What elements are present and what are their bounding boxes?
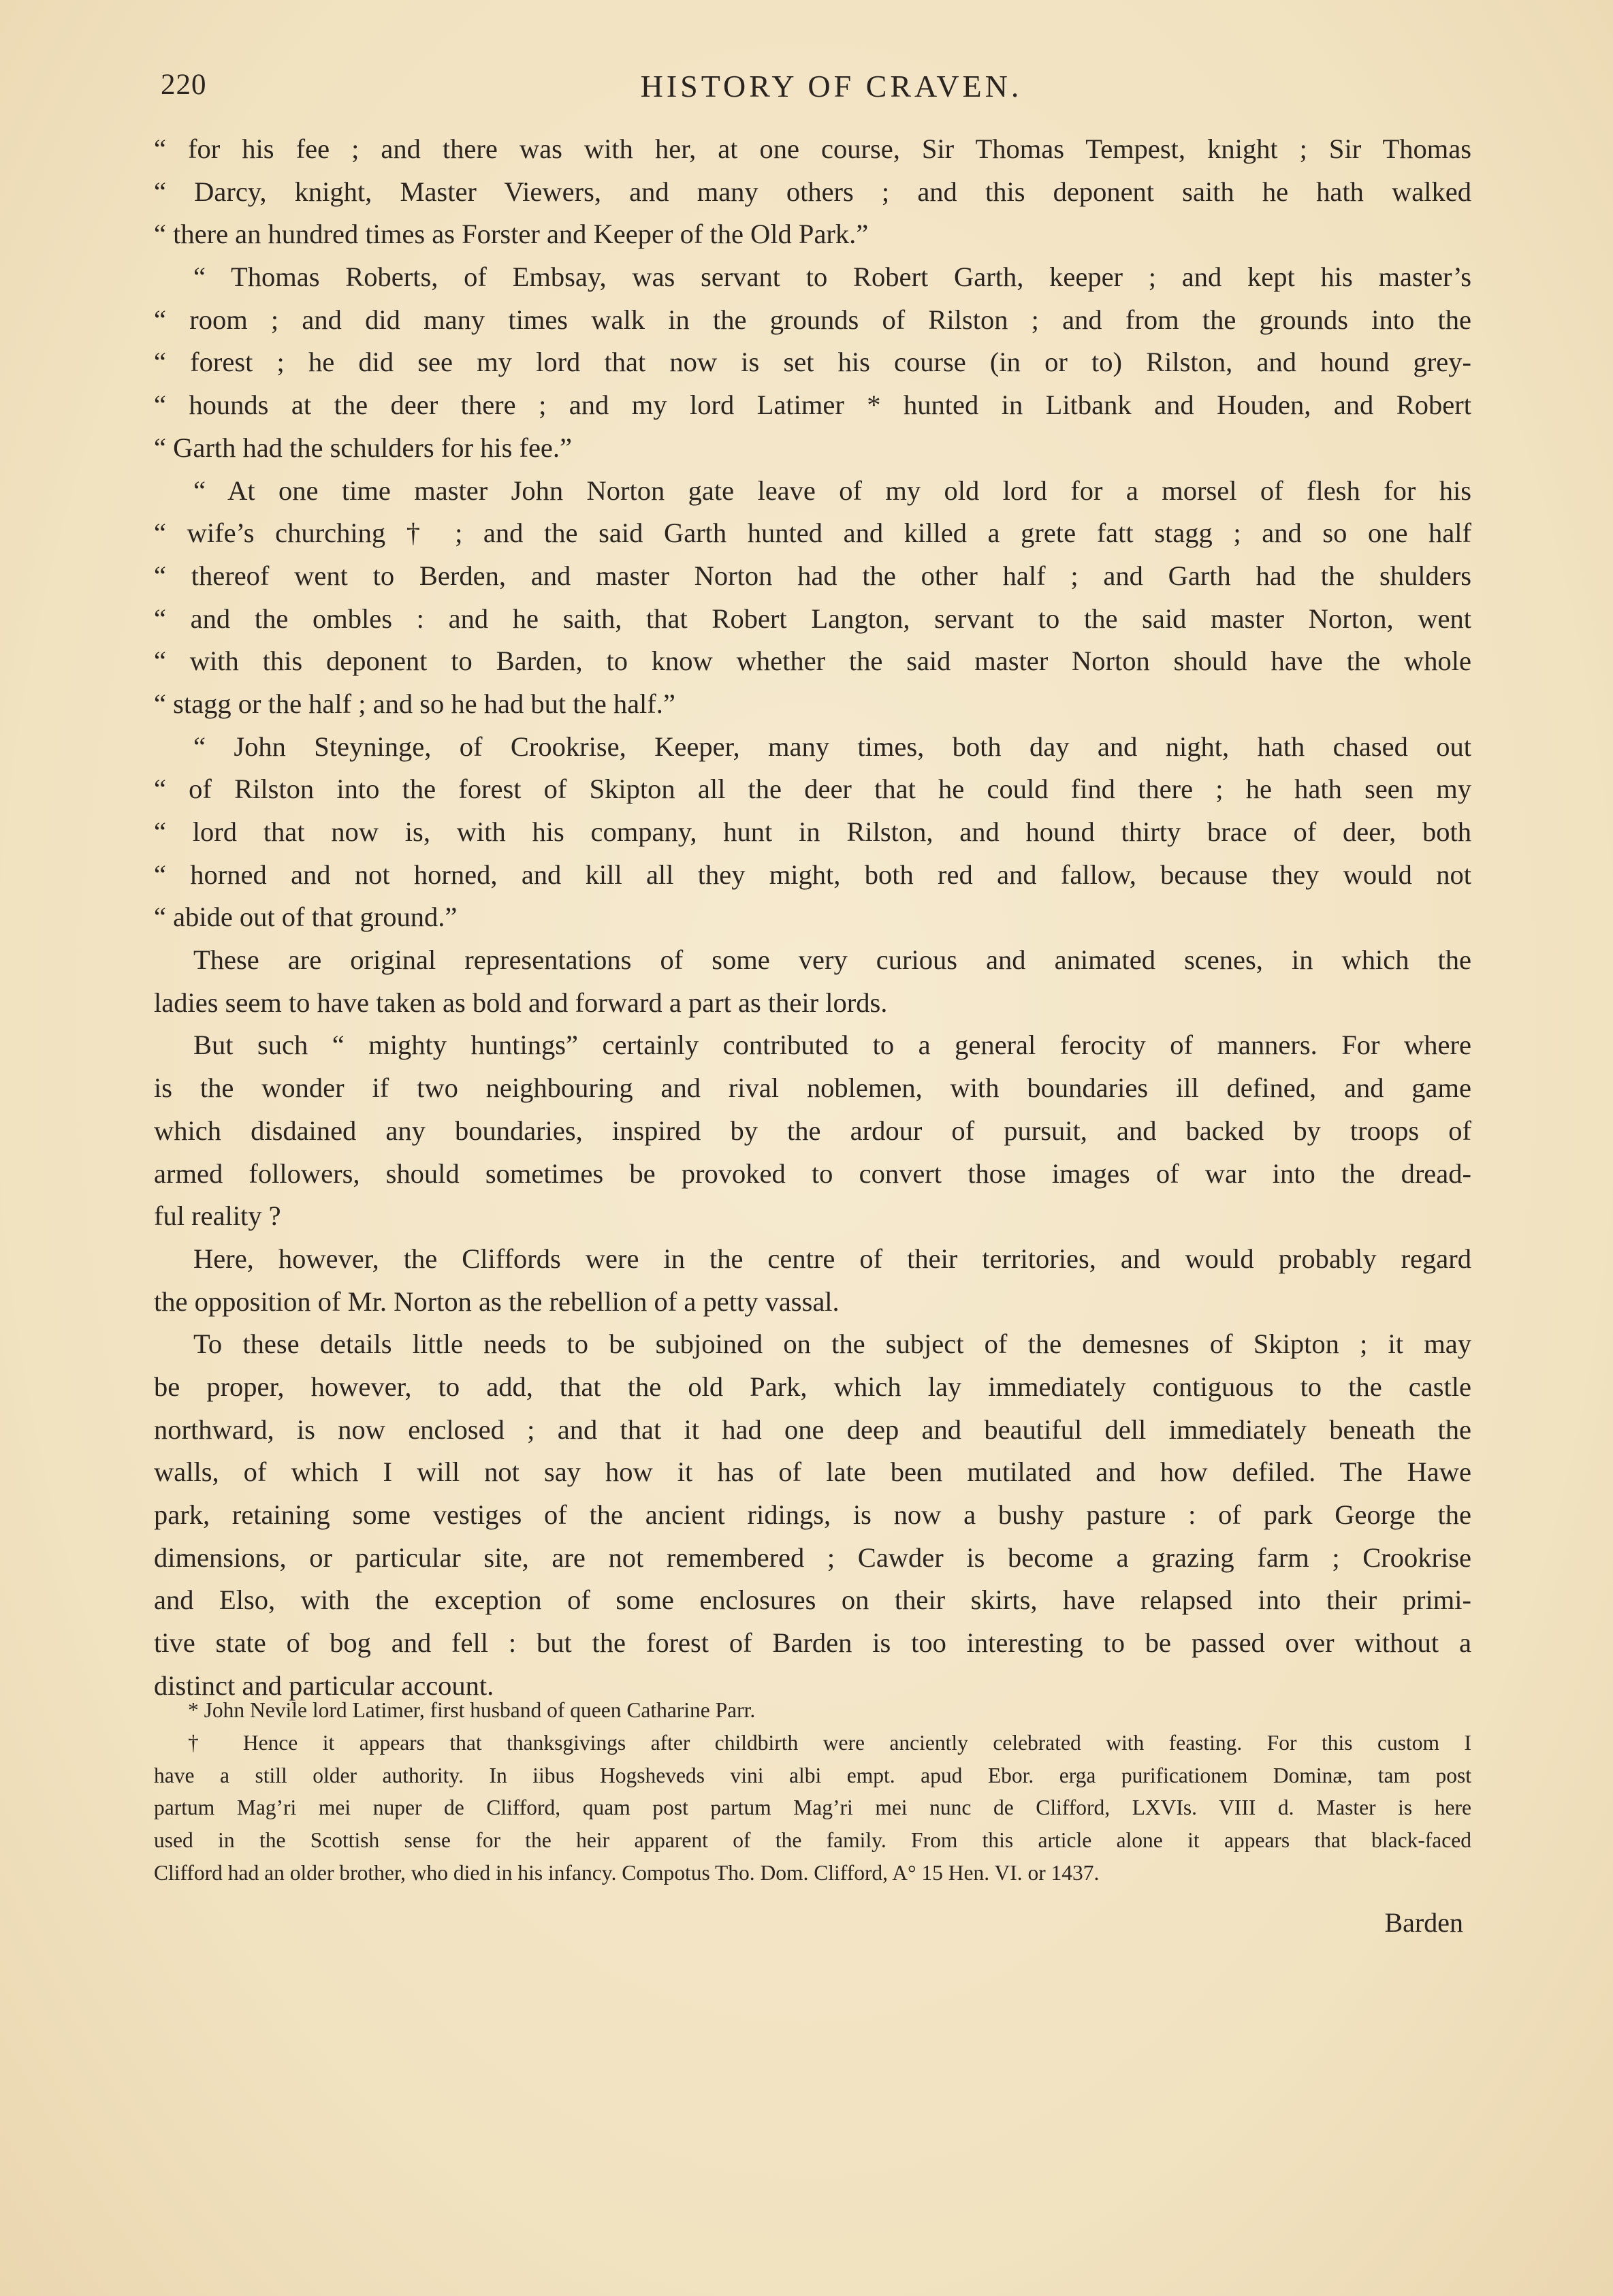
text-line: and Elso, with the exception of some enclosures on their skirts, have relapsed into their primi-: [154, 1584, 1471, 1616]
footnote-line: † Hence it appears that thanksgivings after childbirth were anciently celebrated with feasting. For this custom I: [188, 1730, 1471, 1755]
text-line: tive state of bog and fell : but the forest of Barden is too interesting to be passed over without a: [154, 1627, 1471, 1659]
text-line: dimensions, or particular site, are not remembered ; Cawder is become a grazing farm ; Crookrise: [154, 1542, 1471, 1573]
text-line: “ John Steyninge, of Crookrise, Keeper, many times, both day and night, hath chased out: [193, 731, 1471, 762]
footnote-line: partum Mag’ri mei nuper de Clifford, quam post partum Mag’ri mei nunc de Clifford, LXVIs. VIII d. Master is here: [154, 1796, 1471, 1820]
text-line: Here, however, the Cliffords were in the centre of their territories, and would probably regard: [193, 1243, 1471, 1274]
text-line: armed followers, should sometimes be provoked to convert those images of war into the dread-: [154, 1158, 1471, 1189]
text-line: “ wife’s churching † ; and the said Garth hunted and killed a grete fatt stagg ; and so one half: [154, 517, 1471, 549]
text-line: which disdained any boundaries, inspired by the ardour of pursuit, and backed by troops of: [154, 1115, 1471, 1146]
text-line: northward, is now enclosed ; and that it had one deep and beautiful dell immediately beneath the: [154, 1414, 1471, 1445]
page-number: 220: [161, 69, 207, 101]
text-line: “ with this deponent to Barden, to know whether the said master Norton should have the whole: [154, 645, 1471, 677]
text-line: “ abide out of that ground.”: [154, 902, 458, 933]
text-line: “ of Rilston into the forest of Skipton all the deer that he could find there ; he hath seen my: [154, 774, 1471, 805]
footnote-line: * John Nevile lord Latimer, first husband of queen Catharine Parr.: [188, 1698, 756, 1722]
text-line: But such “ mighty huntings” certainly contributed to a general ferocity of manners. For where: [193, 1030, 1471, 1061]
footnote-line: used in the Scottish sense for the heir apparent of the family. From this article alone it appears that black-faced: [154, 1828, 1471, 1853]
text-line: “ thereof went to Berden, and master Norton had the other half ; and Garth had the shulders: [154, 560, 1471, 591]
text-line: park, retaining some vestiges of the ancient ridings, is now a bushy pasture : of park George the: [154, 1499, 1471, 1530]
text-line: “ lord that now is, with his company, hunt in Rilston, and hound thirty brace of deer, both: [154, 816, 1471, 847]
page-header: [161, 68, 1502, 116]
running-title: HISTORY OF CRAVEN.: [640, 69, 1023, 103]
text-line: “ for his fee ; and there was with her, at one course, Sir Thomas Tempest, knight ; Sir Thomas: [154, 133, 1471, 164]
footnotes: [154, 1694, 1471, 1890]
text-line: walls, of which I will not say how it has of late been mutilated and how defiled. The Hawe: [154, 1456, 1471, 1488]
text-line: “ horned and not horned, and kill all they might, both red and fallow, because they would not: [154, 859, 1471, 890]
text-line: distinct and particular account.: [154, 1670, 494, 1701]
text-line: To these details little needs to be subjoined on the subject of the demesnes of Skipton ; it may: [193, 1328, 1471, 1360]
text-line: “ and the ombles : and he saith, that Robert Langton, servant to the said master Norton, went: [154, 603, 1471, 634]
text-line: be proper, however, to add, that the old Park, which lay immediately contiguous to the castle: [154, 1371, 1471, 1402]
text-line: the opposition of Mr. Norton as the rebellion of a petty vassal.: [154, 1286, 840, 1317]
text-line: These are original representations of some very curious and animated scenes, in which the: [193, 944, 1471, 976]
footnote-line: Clifford had an older brother, who died in his infancy. Compotus Tho. Dom. Clifford, A° 15 Hen. VI. or 1437.: [154, 1860, 1100, 1885]
text-line: “ Thomas Roberts, of Embsay, was servant to Robert Garth, keeper ; and kept his master’s: [193, 261, 1471, 293]
text-line: “ At one time master John Norton gate leave of my old lord for a morsel of flesh for his: [193, 475, 1471, 506]
text-line: “ stagg or the half ; and so he had but the half.”: [154, 688, 675, 719]
footnote-line: have a still older authority. In iibus Hogsheveds vini albi empt. apud Ebor. erga purificationem Dominæ, tam post: [154, 1763, 1471, 1787]
text-line: ful reality ?: [154, 1200, 281, 1232]
text-line: “ Darcy, knight, Master Viewers, and many others ; and this deponent saith he hath walked: [154, 176, 1471, 207]
text-line: “ forest ; he did see my lord that now is set his course (in or to) Rilston, and hound grey-: [154, 347, 1471, 378]
main-text: [154, 128, 1471, 1707]
text-line: “ hounds at the deer there ; and my lord Latimer * hunted in Litbank and Houden, and Robert: [154, 389, 1471, 421]
text-line: is the wonder if two neighbouring and rival noblemen, with boundaries ill defined, and game: [154, 1072, 1471, 1104]
catchword: Barden: [1384, 1907, 1463, 1938]
text-line: “ there an hundred times as Forster and Keeper of the Old Park.”: [154, 219, 869, 250]
text-line: “ room ; and did many times walk in the grounds of Rilston ; and from the grounds into the: [154, 304, 1471, 335]
text-line: “ Garth had the schulders for his fee.”: [154, 432, 573, 463]
text-line: ladies seem to have taken as bold and forward a part as their lords.: [154, 987, 888, 1018]
